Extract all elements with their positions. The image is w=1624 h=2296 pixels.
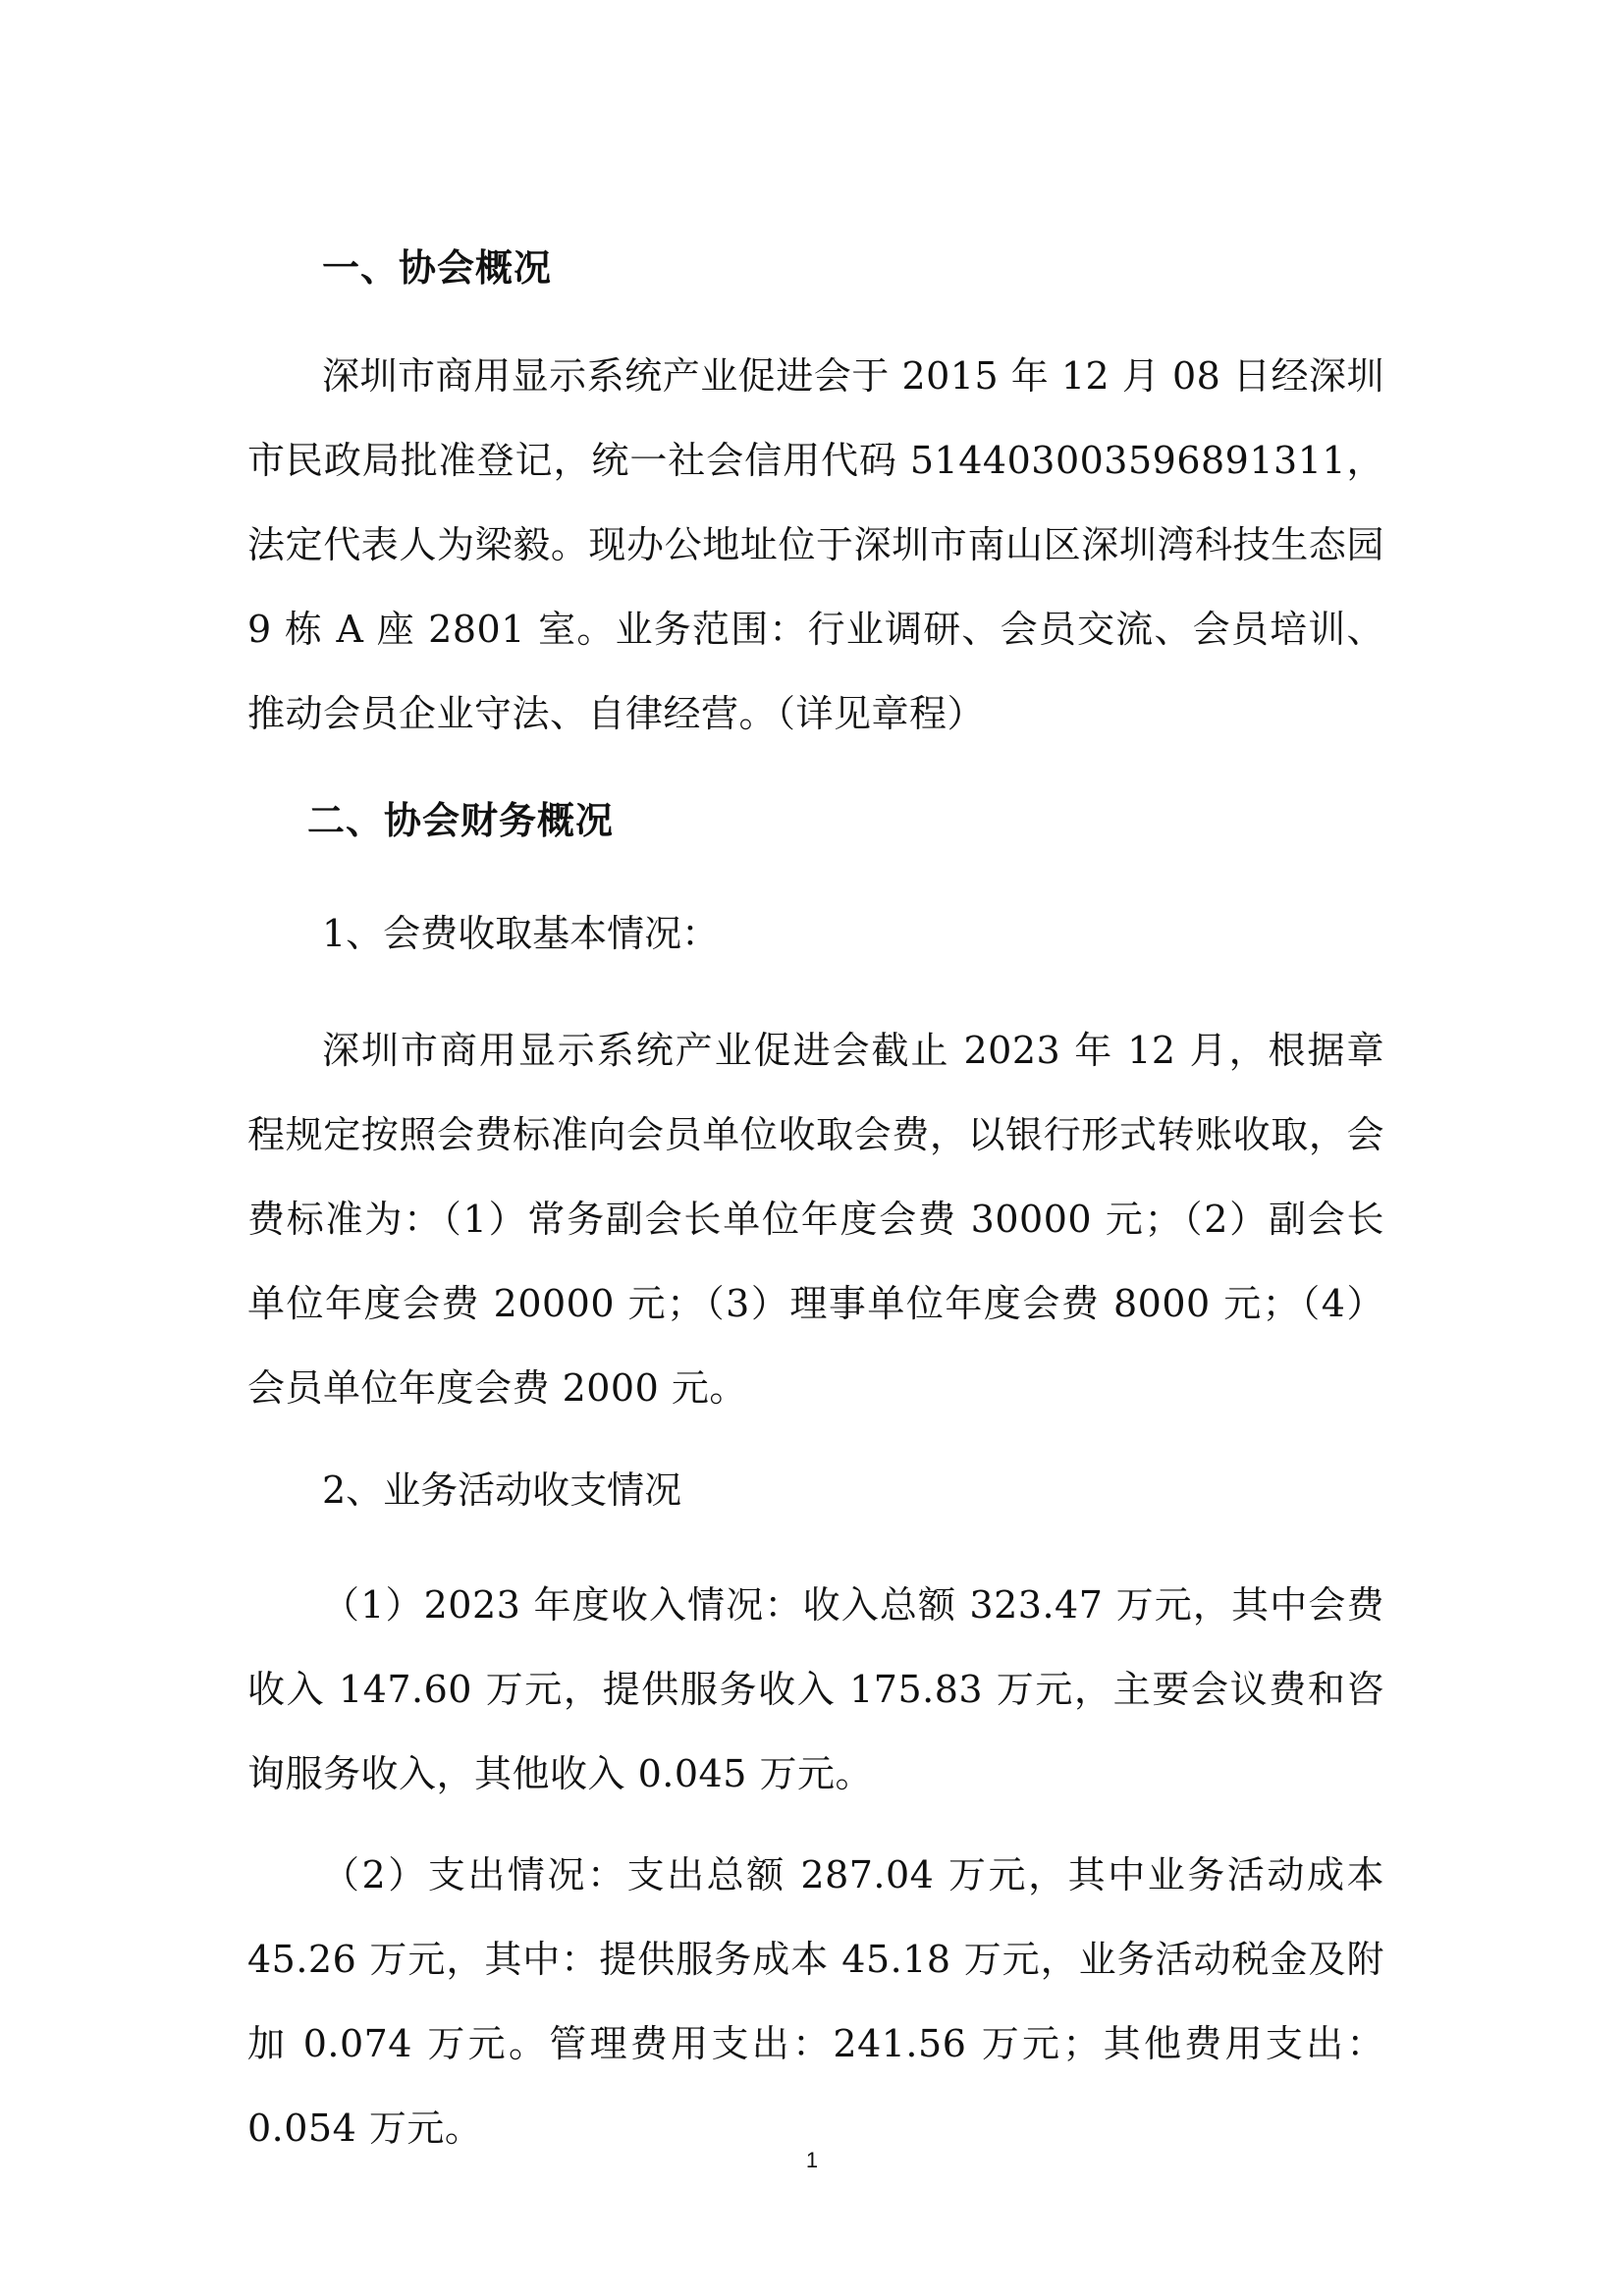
page-number: 1 [805,2148,819,2172]
paragraph-membership-fees: 深圳市商用显示系统产业促进会截止 2023 年 12 月，根据章程规定按照会费标准向会员单位收取会费，以银行形式转账收取，会费标准为：（1）常务副会长单位年度会费 30000 元；（2）副会长单位年度会费 20000 元；（3）理事单位年度会费 8000 元；（4）会员单位年度会费 2000 元。 [247,1029,1384,1410]
subheading-income-expense: 2、业务活动收支情况 [322,1468,682,1512]
paragraph-overview: 深圳市商用显示系统产业促进会于 2015 年 12 月 08 日经深圳市民政局批准登记，统一社会信用代码 514403003596891311，法定代表人为梁毅。现办公地址位于深圳市南山区深圳湾科技生态园 9 栋 A 座 2801 室。业务范围：行业调研、会员交流、会员培训、推动会员企业守法、自律经营。（详见章程） [247,354,1384,735]
section-heading-overview: 一、协会概况 [322,246,553,290]
paragraph-income: （1）2023 年度收入情况：收入总额 323.47 万元，其中会费收入 147.60 万元，提供服务收入 175.83 万元，主要会议费和咨询服务收入，其他收入 0.045 万元。 [247,1583,1384,1795]
subheading-membership-fees: 1、会费收取基本情况： [322,912,720,955]
paragraph-expense: （2）支出情况：支出总额 287.04 万元，其中业务活动成本 45.26 万元，其中：提供服务成本 45.18 万元，业务活动税金及附加 0.074 万元。管理费用支出：241.56 万元；其他费用支出：0.054 万元。 [247,1853,1384,2150]
section-heading-finance: 二、协会财务概况 [307,799,615,842]
